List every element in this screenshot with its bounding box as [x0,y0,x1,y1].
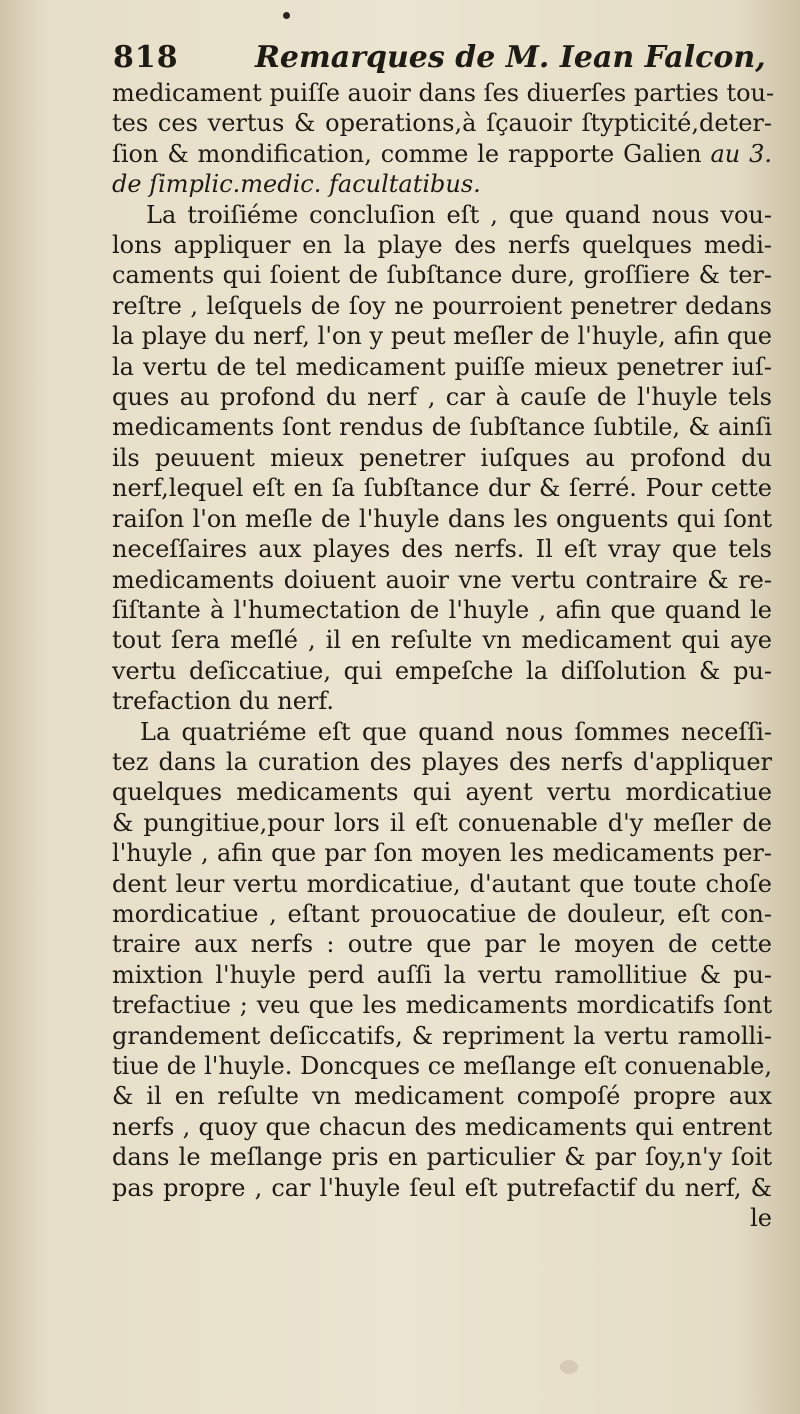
text-line: ques au profond du nerf , car à cauſe de l'huyle tels [112,383,772,412]
text-line: mordicatiue , eſtant prouocatiue de douleur, eſt con- [112,899,772,928]
text-line: tiue de l'huyle. Doncques ce meſlange eſt conuenable, [112,1052,772,1080]
text-line [112,139,772,169]
text-line: neceſſaires aux playes des nerfs. Il eſt vray que tels [112,535,772,564]
text-line: la playe du nerf, l'on y peut meſler de l'huyle, afin que [112,322,772,351]
text-line: lons appliquer en la playe des nerfs quelques medi- [112,231,772,260]
text-line: trefactiue ; veu que les medicaments mordicatifs ſont [112,991,772,1020]
text-line: tez dans la curation des playes des nerfs d'appliquer [112,747,772,776]
text-line: nerfs , quoy que chacun des medicaments qui entrent [112,1112,772,1141]
running-head: Remarques de M. Iean Falcon, [255,40,766,75]
paragraph-end-line: trefaction du nerf. [112,687,335,716]
text-line: medicament puiſſe auoir dans ſes diuerſes parties tou- [112,79,775,107]
paper-stain [560,1360,578,1374]
text-line: & pungitiue,pour lors il eſt conuenable d'y meſler de [112,808,772,837]
text-line: pas propre , car l'huyle ſeul eſt putrefactif du nerf, & [112,1173,772,1202]
text-line: medicaments doiuent auoir vne vertu contraire & re- [112,565,772,594]
text-line: medicaments ſont rendus de ſubſtance ſubtile, & ainſi [112,413,772,442]
catchword: le [750,1204,772,1233]
text-line: grandement deſiccatifs, & repriment la vertu ramolli- [112,1021,772,1050]
paragraph-start-line: La quatriéme eſt que quand nous ſommes neceſſi- [140,717,772,746]
paragraph-start-line: La troiſiéme concluſion eſt , que quand nous vou- [146,200,772,229]
text-line: traire aux nerfs : outre que par le moyen de cette [112,930,772,959]
text-line: ils peuuent mieux penetrer iuſques au profond du [112,443,772,472]
citation-italic: au 3. [710,139,772,168]
page-number: 818 [113,40,179,75]
text-segment: ſion & mondification, comme le rapporte Galien [112,139,702,168]
ink-dot [283,12,290,19]
body-text [112,78,775,1233]
text-line: l'huyle , afin que par ſon moyen les medicaments per- [112,839,772,868]
text-line: nerf,lequel eſt en ſa ſubſtance dur & ſerré. Pour cette [112,474,772,503]
text-line: dent leur vertu mordicatiue, d'autant que toute choſe [112,869,772,898]
text-line: raiſon l'on meſle de l'huyle dans les onguents qui ſont [112,504,772,533]
text-line: reſtre , leſquels de ſoy ne pourroient penetrer dedans [112,291,772,320]
text-line: ſiſtante à l'humectation de l'huyle , afin que quand le [112,595,772,624]
text-line: tes ces vertus & operations,à ſçauoir ſtypticité,deter- [112,109,772,138]
text-line: la vertu de tel medicament puiſſe mieux penetrer iuſ- [112,352,772,381]
text-line: & il en reſulte vn medicament compoſé propre aux [112,1082,772,1111]
text-line: mixtion l'huyle perd auſſi la vertu ramollitiue & pu- [112,960,772,989]
citation-line: de ſimplic.medic. facultatibus. [112,170,481,199]
text-line: vertu deſiccatiue, qui empeſche la diſſolution & pu- [112,656,772,685]
text-line: tout ſera meſlé , il en reſulte vn medicament qui aye [112,626,772,655]
text-line: dans le meſlange pris en particulier & par ſoy,n'y ſoit [112,1143,772,1172]
text-line: caments qui ſoient de ſubſtance dure, groſſiere & ter- [112,261,772,290]
text-line: quelques medicaments qui ayent vertu mordicatiue [112,778,772,807]
